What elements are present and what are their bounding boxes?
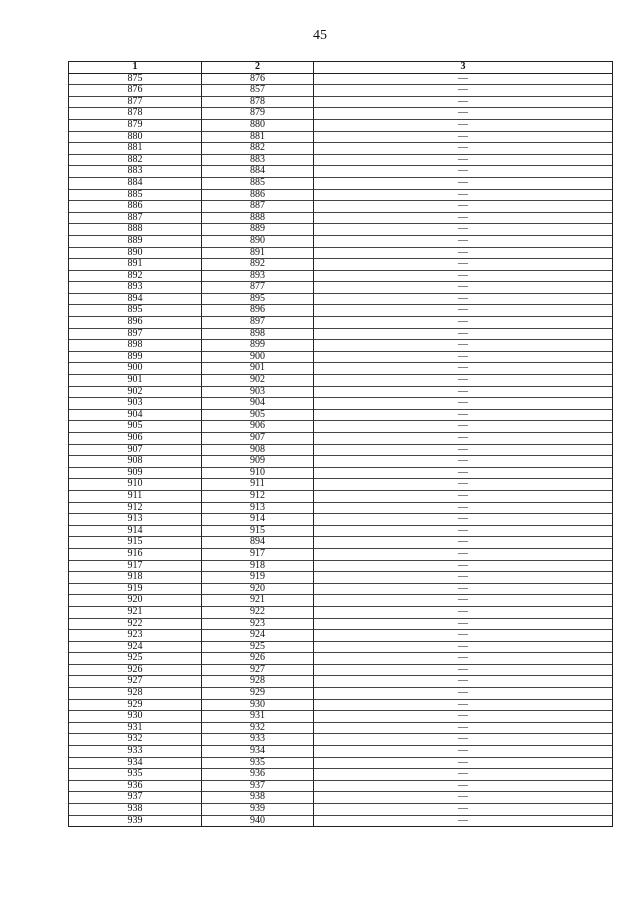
table-cell-col-3: — (314, 548, 613, 560)
table-cell-col-3: — (314, 676, 613, 688)
table-cell-col-2: 926 (202, 653, 314, 665)
table-cell-col-3: — (314, 119, 613, 131)
table-cell-col-2: 881 (202, 131, 314, 143)
table-cell-col-3: — (314, 688, 613, 700)
table-cell-col-2: 895 (202, 293, 314, 305)
table-cell-col-1: 912 (69, 502, 202, 514)
table-cell-col-1: 882 (69, 154, 202, 166)
table-cell-col-2: 888 (202, 212, 314, 224)
table-cell-col-3: — (314, 363, 613, 375)
table-cell-col-3: — (314, 444, 613, 456)
table-row (69, 792, 613, 804)
column-header-2: 2 (202, 62, 314, 74)
table-row (69, 514, 613, 526)
table-row (69, 502, 613, 514)
table-cell-col-2: 930 (202, 699, 314, 711)
table-cell-col-1: 896 (69, 317, 202, 329)
table-cell-col-3: — (314, 73, 613, 85)
table-cell-col-2: 904 (202, 398, 314, 410)
table-cell-col-1: 897 (69, 328, 202, 340)
page-number: 45 (313, 28, 327, 43)
table-cell-col-2: 932 (202, 722, 314, 734)
table-row (69, 711, 613, 723)
table-cell-col-3: — (314, 595, 613, 607)
table-row (69, 433, 613, 445)
table-cell-col-2: 886 (202, 189, 314, 201)
table-row (69, 293, 613, 305)
table-cell-col-2: 913 (202, 502, 314, 514)
table-row (69, 467, 613, 479)
table-cell-col-1: 928 (69, 688, 202, 700)
table-cell-col-2: 940 (202, 815, 314, 827)
table-cell-col-2: 924 (202, 630, 314, 642)
table-cell-col-3: — (314, 96, 613, 108)
table-cell-col-2: 934 (202, 746, 314, 758)
table-cell-col-3: — (314, 664, 613, 676)
table-cell-col-1: 910 (69, 479, 202, 491)
table-cell-col-2: 929 (202, 688, 314, 700)
table-cell-col-2: 931 (202, 711, 314, 723)
table-cell-col-1: 890 (69, 247, 202, 259)
table-cell-col-1: 888 (69, 224, 202, 236)
table-cell-col-3: — (314, 780, 613, 792)
table-cell-col-1: 875 (69, 73, 202, 85)
table-row (69, 815, 613, 827)
table-cell-col-3: — (314, 433, 613, 445)
table-row (69, 398, 613, 410)
table-row (69, 201, 613, 213)
table-cell-col-3: — (314, 537, 613, 549)
table-cell-col-2: 908 (202, 444, 314, 456)
table-cell-col-1: 885 (69, 189, 202, 201)
table-cell-col-2: 877 (202, 282, 314, 294)
table-cell-col-1: 929 (69, 699, 202, 711)
table-row (69, 641, 613, 653)
table-cell-col-2: 920 (202, 583, 314, 595)
table-row (69, 282, 613, 294)
table-cell-col-2: 889 (202, 224, 314, 236)
table-row (69, 688, 613, 700)
table-cell-col-3: — (314, 583, 613, 595)
table-cell-col-3: — (314, 259, 613, 271)
table-row (69, 444, 613, 456)
table-cell-col-1: 895 (69, 305, 202, 317)
table-cell-col-3: — (314, 340, 613, 352)
table-cell-col-3: — (314, 293, 613, 305)
table-cell-col-2: 914 (202, 514, 314, 526)
column-header-3: 3 (314, 62, 613, 74)
table-cell-col-2: 902 (202, 375, 314, 387)
table-cell-col-3: — (314, 525, 613, 537)
table-row (69, 177, 613, 189)
table-cell-col-3: — (314, 804, 613, 816)
table-cell-col-1: 922 (69, 618, 202, 630)
table-cell-col-1: 881 (69, 143, 202, 155)
table-cell-col-3: — (314, 769, 613, 781)
table-cell-col-2: 885 (202, 177, 314, 189)
table-cell-col-2: 892 (202, 259, 314, 271)
table-row (69, 247, 613, 259)
table-cell-col-1: 939 (69, 815, 202, 827)
table-cell-col-2: 896 (202, 305, 314, 317)
table-cell-col-3: — (314, 270, 613, 282)
table-cell-col-3: — (314, 606, 613, 618)
table-cell-col-2: 883 (202, 154, 314, 166)
table-cell-col-1: 892 (69, 270, 202, 282)
table-cell-col-3: — (314, 224, 613, 236)
table-row (69, 386, 613, 398)
table-cell-col-1: 921 (69, 606, 202, 618)
table-cell-col-1: 876 (69, 85, 202, 97)
table-row (69, 630, 613, 642)
table-cell-col-2: 923 (202, 618, 314, 630)
table-cell-col-1: 935 (69, 769, 202, 781)
table-cell-col-2: 905 (202, 409, 314, 421)
table-cell-col-3: — (314, 514, 613, 526)
table-row (69, 572, 613, 584)
table-cell-col-2: 933 (202, 734, 314, 746)
table-row (69, 85, 613, 97)
table-cell-col-2: 911 (202, 479, 314, 491)
table-row (69, 363, 613, 375)
table-cell-col-3: — (314, 189, 613, 201)
table-cell-col-3: — (314, 317, 613, 329)
table-cell-col-2: 891 (202, 247, 314, 259)
table-row (69, 409, 613, 421)
table-cell-col-3: — (314, 131, 613, 143)
table-cell-col-2: 939 (202, 804, 314, 816)
table-cell-col-2: 903 (202, 386, 314, 398)
table-cell-col-2: 921 (202, 595, 314, 607)
table-row (69, 143, 613, 155)
table-cell-col-2: 898 (202, 328, 314, 340)
table-row (69, 699, 613, 711)
table-cell-col-3: — (314, 502, 613, 514)
table-row (69, 664, 613, 676)
table-cell-col-3: — (314, 699, 613, 711)
table-cell-col-3: — (314, 618, 613, 630)
table-cell-col-2: 936 (202, 769, 314, 781)
table-cell-col-1: 934 (69, 757, 202, 769)
table-cell-col-3: — (314, 572, 613, 584)
table-cell-col-1: 891 (69, 259, 202, 271)
table-cell-col-2: 906 (202, 421, 314, 433)
table-row (69, 119, 613, 131)
table-cell-col-1: 917 (69, 560, 202, 572)
table-row (69, 235, 613, 247)
data-table (68, 61, 613, 827)
table-cell-col-1: 884 (69, 177, 202, 189)
table-cell-col-3: — (314, 212, 613, 224)
table-cell-col-3: — (314, 792, 613, 804)
table-cell-col-3: — (314, 734, 613, 746)
table-cell-col-2: 937 (202, 780, 314, 792)
table-cell-col-1: 938 (69, 804, 202, 816)
table-body (69, 73, 613, 827)
table-cell-col-2: 894 (202, 537, 314, 549)
table-cell-col-1: 936 (69, 780, 202, 792)
table-cell-col-2: 925 (202, 641, 314, 653)
table-cell-col-1: 937 (69, 792, 202, 804)
table-row (69, 537, 613, 549)
table-cell-col-1: 903 (69, 398, 202, 410)
table-row (69, 653, 613, 665)
table-cell-col-3: — (314, 641, 613, 653)
table-row (69, 560, 613, 572)
table-cell-col-1: 916 (69, 548, 202, 560)
table-cell-col-1: 933 (69, 746, 202, 758)
table-row (69, 131, 613, 143)
table-cell-col-1: 920 (69, 595, 202, 607)
table-row (69, 259, 613, 271)
table-cell-col-1: 918 (69, 572, 202, 584)
table-cell-col-2: 893 (202, 270, 314, 282)
table-cell-col-2: 901 (202, 363, 314, 375)
table-cell-col-1: 924 (69, 641, 202, 653)
table-cell-col-2: 928 (202, 676, 314, 688)
table-cell-col-3: — (314, 154, 613, 166)
table-cell-col-1: 878 (69, 108, 202, 120)
table-cell-col-1: 889 (69, 235, 202, 247)
table-cell-col-3: — (314, 630, 613, 642)
table-cell-col-3: — (314, 746, 613, 758)
table-cell-col-1: 908 (69, 456, 202, 468)
table-row (69, 548, 613, 560)
table-cell-col-1: 930 (69, 711, 202, 723)
table-cell-col-3: — (314, 201, 613, 213)
table-cell-col-2: 882 (202, 143, 314, 155)
table-cell-col-1: 911 (69, 490, 202, 502)
table-cell-col-2: 912 (202, 490, 314, 502)
table-cell-col-2: 897 (202, 317, 314, 329)
table-row (69, 305, 613, 317)
table-cell-col-2: 935 (202, 757, 314, 769)
table-row (69, 606, 613, 618)
table-cell-col-1: 914 (69, 525, 202, 537)
table-row (69, 757, 613, 769)
table-cell-col-1: 905 (69, 421, 202, 433)
table-row (69, 212, 613, 224)
table-row (69, 73, 613, 85)
table-cell-col-2: 880 (202, 119, 314, 131)
table-cell-col-2: 900 (202, 351, 314, 363)
table-cell-col-1: 913 (69, 514, 202, 526)
table-row (69, 166, 613, 178)
table-row (69, 676, 613, 688)
column-header-1: 1 (69, 62, 202, 74)
table-cell-col-1: 902 (69, 386, 202, 398)
table-cell-col-3: — (314, 386, 613, 398)
table-cell-col-1: 886 (69, 201, 202, 213)
table-row (69, 804, 613, 816)
table-cell-col-3: — (314, 108, 613, 120)
table-cell-col-3: — (314, 815, 613, 827)
table-cell-col-3: — (314, 711, 613, 723)
table-cell-col-2: 878 (202, 96, 314, 108)
table-row (69, 340, 613, 352)
table-cell-col-2: 884 (202, 166, 314, 178)
table-row (69, 189, 613, 201)
table-row (69, 490, 613, 502)
table-cell-col-3: — (314, 166, 613, 178)
table-cell-col-1: 925 (69, 653, 202, 665)
table-row (69, 96, 613, 108)
table-cell-col-3: — (314, 409, 613, 421)
table-cell-col-2: 907 (202, 433, 314, 445)
table-row (69, 375, 613, 387)
table-cell-col-1: 915 (69, 537, 202, 549)
table-row (69, 351, 613, 363)
table-cell-col-1: 904 (69, 409, 202, 421)
table-cell-col-3: — (314, 479, 613, 491)
table-row (69, 224, 613, 236)
table-cell-col-2: 887 (202, 201, 314, 213)
table-cell-col-3: — (314, 143, 613, 155)
table-row (69, 746, 613, 758)
table-row (69, 595, 613, 607)
table-cell-col-1: 893 (69, 282, 202, 294)
table-row (69, 270, 613, 282)
table-row (69, 734, 613, 746)
table-cell-col-1: 901 (69, 375, 202, 387)
table-cell-col-2: 899 (202, 340, 314, 352)
table-cell-col-2: 919 (202, 572, 314, 584)
table-cell-col-3: — (314, 421, 613, 433)
table-cell-col-3: — (314, 560, 613, 572)
table-cell-col-2: 915 (202, 525, 314, 537)
table-cell-col-1: 907 (69, 444, 202, 456)
table-cell-col-1: 894 (69, 293, 202, 305)
table-cell-col-1: 932 (69, 734, 202, 746)
table-row (69, 769, 613, 781)
table-cell-col-3: — (314, 490, 613, 502)
table-cell-col-1: 906 (69, 433, 202, 445)
table-cell-col-1: 900 (69, 363, 202, 375)
table-row (69, 108, 613, 120)
table-cell-col-1: 926 (69, 664, 202, 676)
table-row (69, 328, 613, 340)
table-cell-col-2: 876 (202, 73, 314, 85)
table-cell-col-3: — (314, 398, 613, 410)
table-row (69, 722, 613, 734)
table-cell-col-2: 938 (202, 792, 314, 804)
table-cell-col-1: 923 (69, 630, 202, 642)
table-cell-col-3: — (314, 375, 613, 387)
table-cell-col-1: 883 (69, 166, 202, 178)
table-row (69, 780, 613, 792)
table-cell-col-1: 931 (69, 722, 202, 734)
table-cell-col-1: 877 (69, 96, 202, 108)
table-cell-col-1: 879 (69, 119, 202, 131)
table-cell-col-1: 927 (69, 676, 202, 688)
table-row (69, 456, 613, 468)
table-cell-col-2: 922 (202, 606, 314, 618)
table-cell-col-1: 887 (69, 212, 202, 224)
table-cell-col-2: 857 (202, 85, 314, 97)
table-cell-col-3: — (314, 177, 613, 189)
table-row (69, 154, 613, 166)
table-cell-col-2: 910 (202, 467, 314, 479)
table-cell-col-2: 917 (202, 548, 314, 560)
table-cell-col-3: — (314, 653, 613, 665)
table-cell-col-3: — (314, 85, 613, 97)
table-cell-col-3: — (314, 305, 613, 317)
table-cell-col-2: 890 (202, 235, 314, 247)
table-cell-col-1: 898 (69, 340, 202, 352)
table-cell-col-1: 919 (69, 583, 202, 595)
table-row (69, 525, 613, 537)
table-cell-col-3: — (314, 247, 613, 259)
table-cell-col-3: — (314, 282, 613, 294)
table-row (69, 583, 613, 595)
table-cell-col-1: 880 (69, 131, 202, 143)
table-row (69, 618, 613, 630)
table-cell-col-1: 899 (69, 351, 202, 363)
table-cell-col-3: — (314, 328, 613, 340)
table-header-row (69, 62, 613, 74)
table-cell-col-3: — (314, 456, 613, 468)
table-cell-col-3: — (314, 235, 613, 247)
table-cell-col-1: 909 (69, 467, 202, 479)
table-row (69, 479, 613, 491)
table-cell-col-3: — (314, 722, 613, 734)
table-row (69, 421, 613, 433)
table-cell-col-3: — (314, 351, 613, 363)
table-cell-col-3: — (314, 757, 613, 769)
table-cell-col-2: 879 (202, 108, 314, 120)
table-cell-col-2: 918 (202, 560, 314, 572)
table-cell-col-3: — (314, 467, 613, 479)
table-cell-col-2: 927 (202, 664, 314, 676)
table-row (69, 317, 613, 329)
table-cell-col-2: 909 (202, 456, 314, 468)
